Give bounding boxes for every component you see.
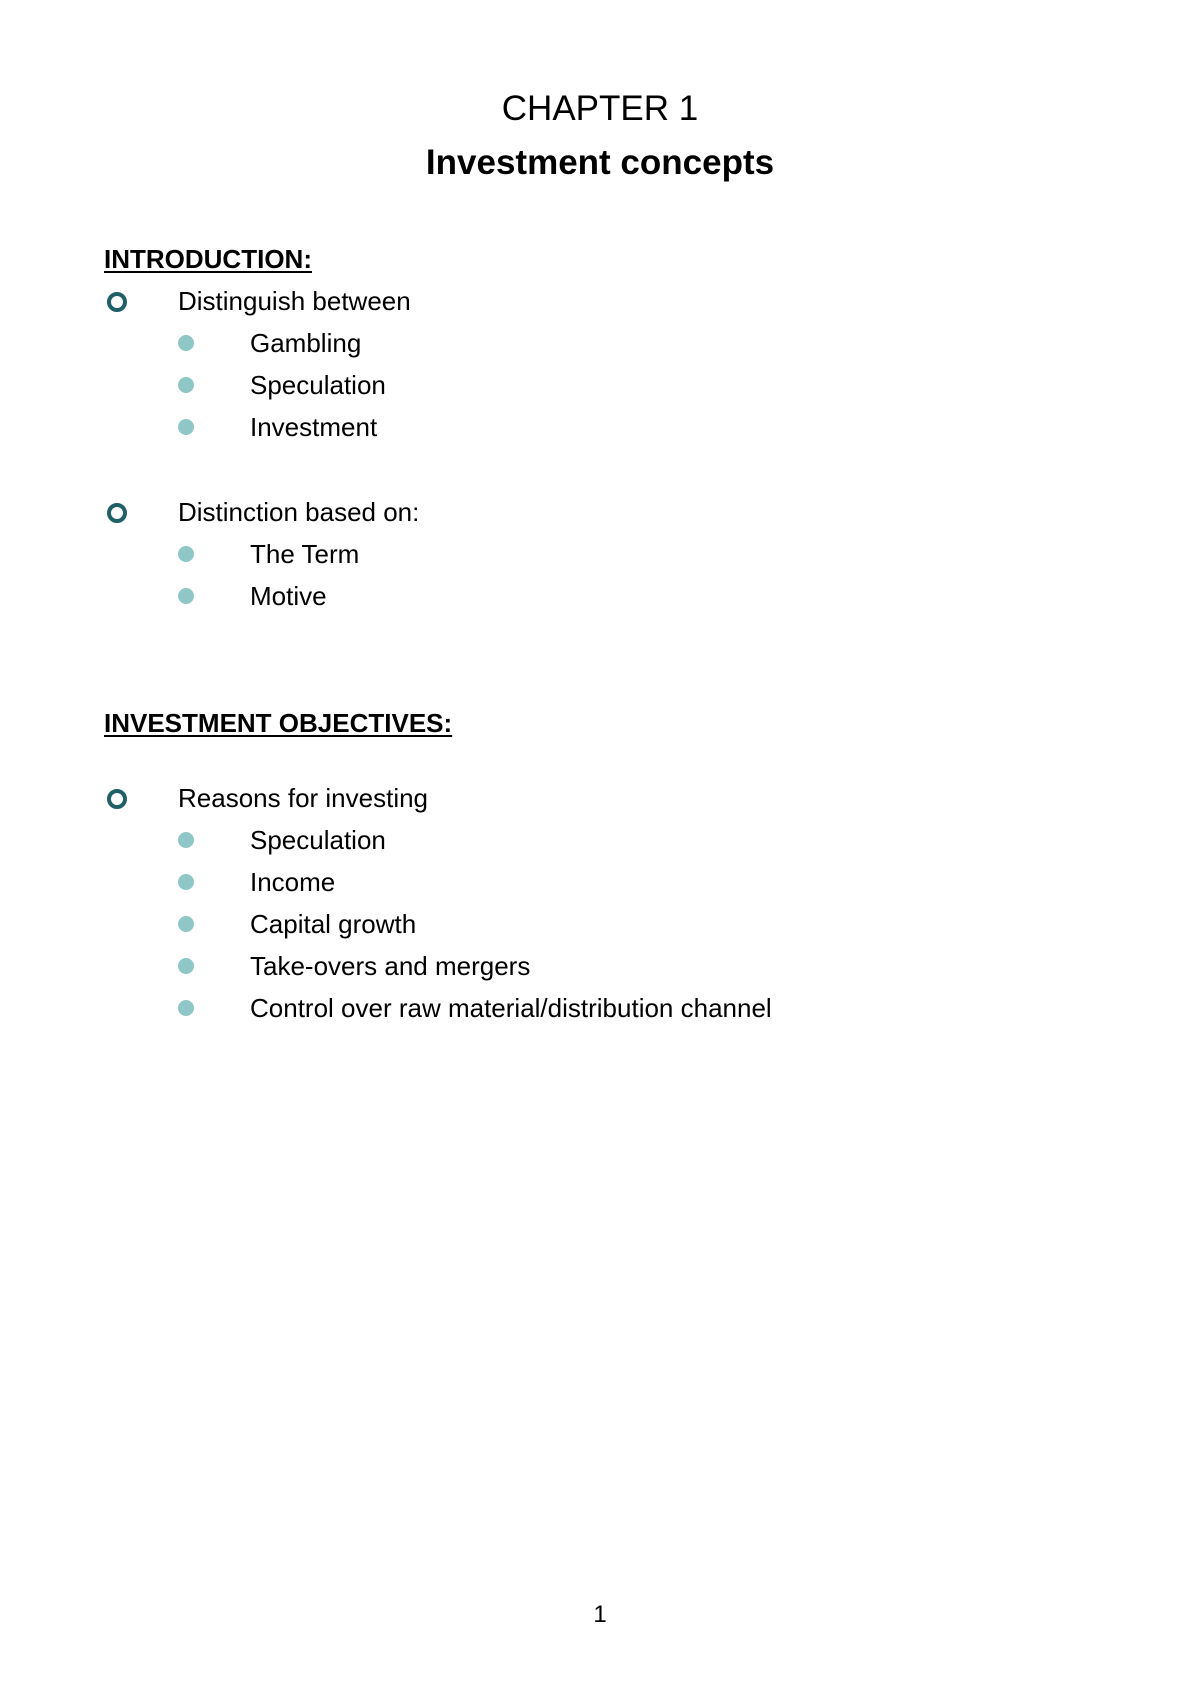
- page-number: 1: [593, 1601, 607, 1628]
- chapter-subtitle: Investment concepts: [425, 143, 775, 182]
- list-item-label: Reasons for investing: [178, 783, 429, 813]
- list-item-label: Control over raw material/distribution channel: [250, 993, 772, 1023]
- list-item-label: Distinguish between: [178, 286, 411, 316]
- dot-bullet-icon: [178, 832, 194, 848]
- dot-bullet-icon: [178, 1000, 194, 1016]
- section-heading-introduction: INTRODUCTION:: [104, 244, 312, 274]
- list-item-label: Take-overs and mergers: [250, 951, 531, 981]
- chapter-title: CHAPTER 1: [501, 89, 699, 128]
- list-item-label: Capital growth: [250, 909, 417, 939]
- dot-bullet-icon: [178, 958, 194, 974]
- dot-bullet-icon: [178, 377, 194, 393]
- ring-bullet-icon: [107, 789, 127, 809]
- list-item-label: Income: [250, 867, 336, 897]
- list-item-label: Speculation: [250, 370, 386, 400]
- dot-bullet-icon: [178, 335, 194, 351]
- ring-bullet-icon: [107, 503, 127, 523]
- list-item-label: The Term: [250, 539, 360, 569]
- ring-bullet-icon: [107, 292, 127, 312]
- list-item-label: Distinction based on:: [178, 497, 420, 527]
- list-item-label: Gambling: [250, 328, 362, 358]
- dot-bullet-icon: [178, 419, 194, 435]
- dot-bullet-icon: [178, 916, 194, 932]
- dot-bullet-icon: [178, 588, 194, 604]
- list-item-label: Speculation: [250, 825, 386, 855]
- section-heading-objectives: INVESTMENT OBJECTIVES:: [104, 708, 453, 738]
- dot-bullet-icon: [178, 874, 194, 890]
- list-item-label: Motive: [250, 581, 327, 611]
- list-item-label: Investment: [250, 412, 378, 442]
- dot-bullet-icon: [178, 546, 194, 562]
